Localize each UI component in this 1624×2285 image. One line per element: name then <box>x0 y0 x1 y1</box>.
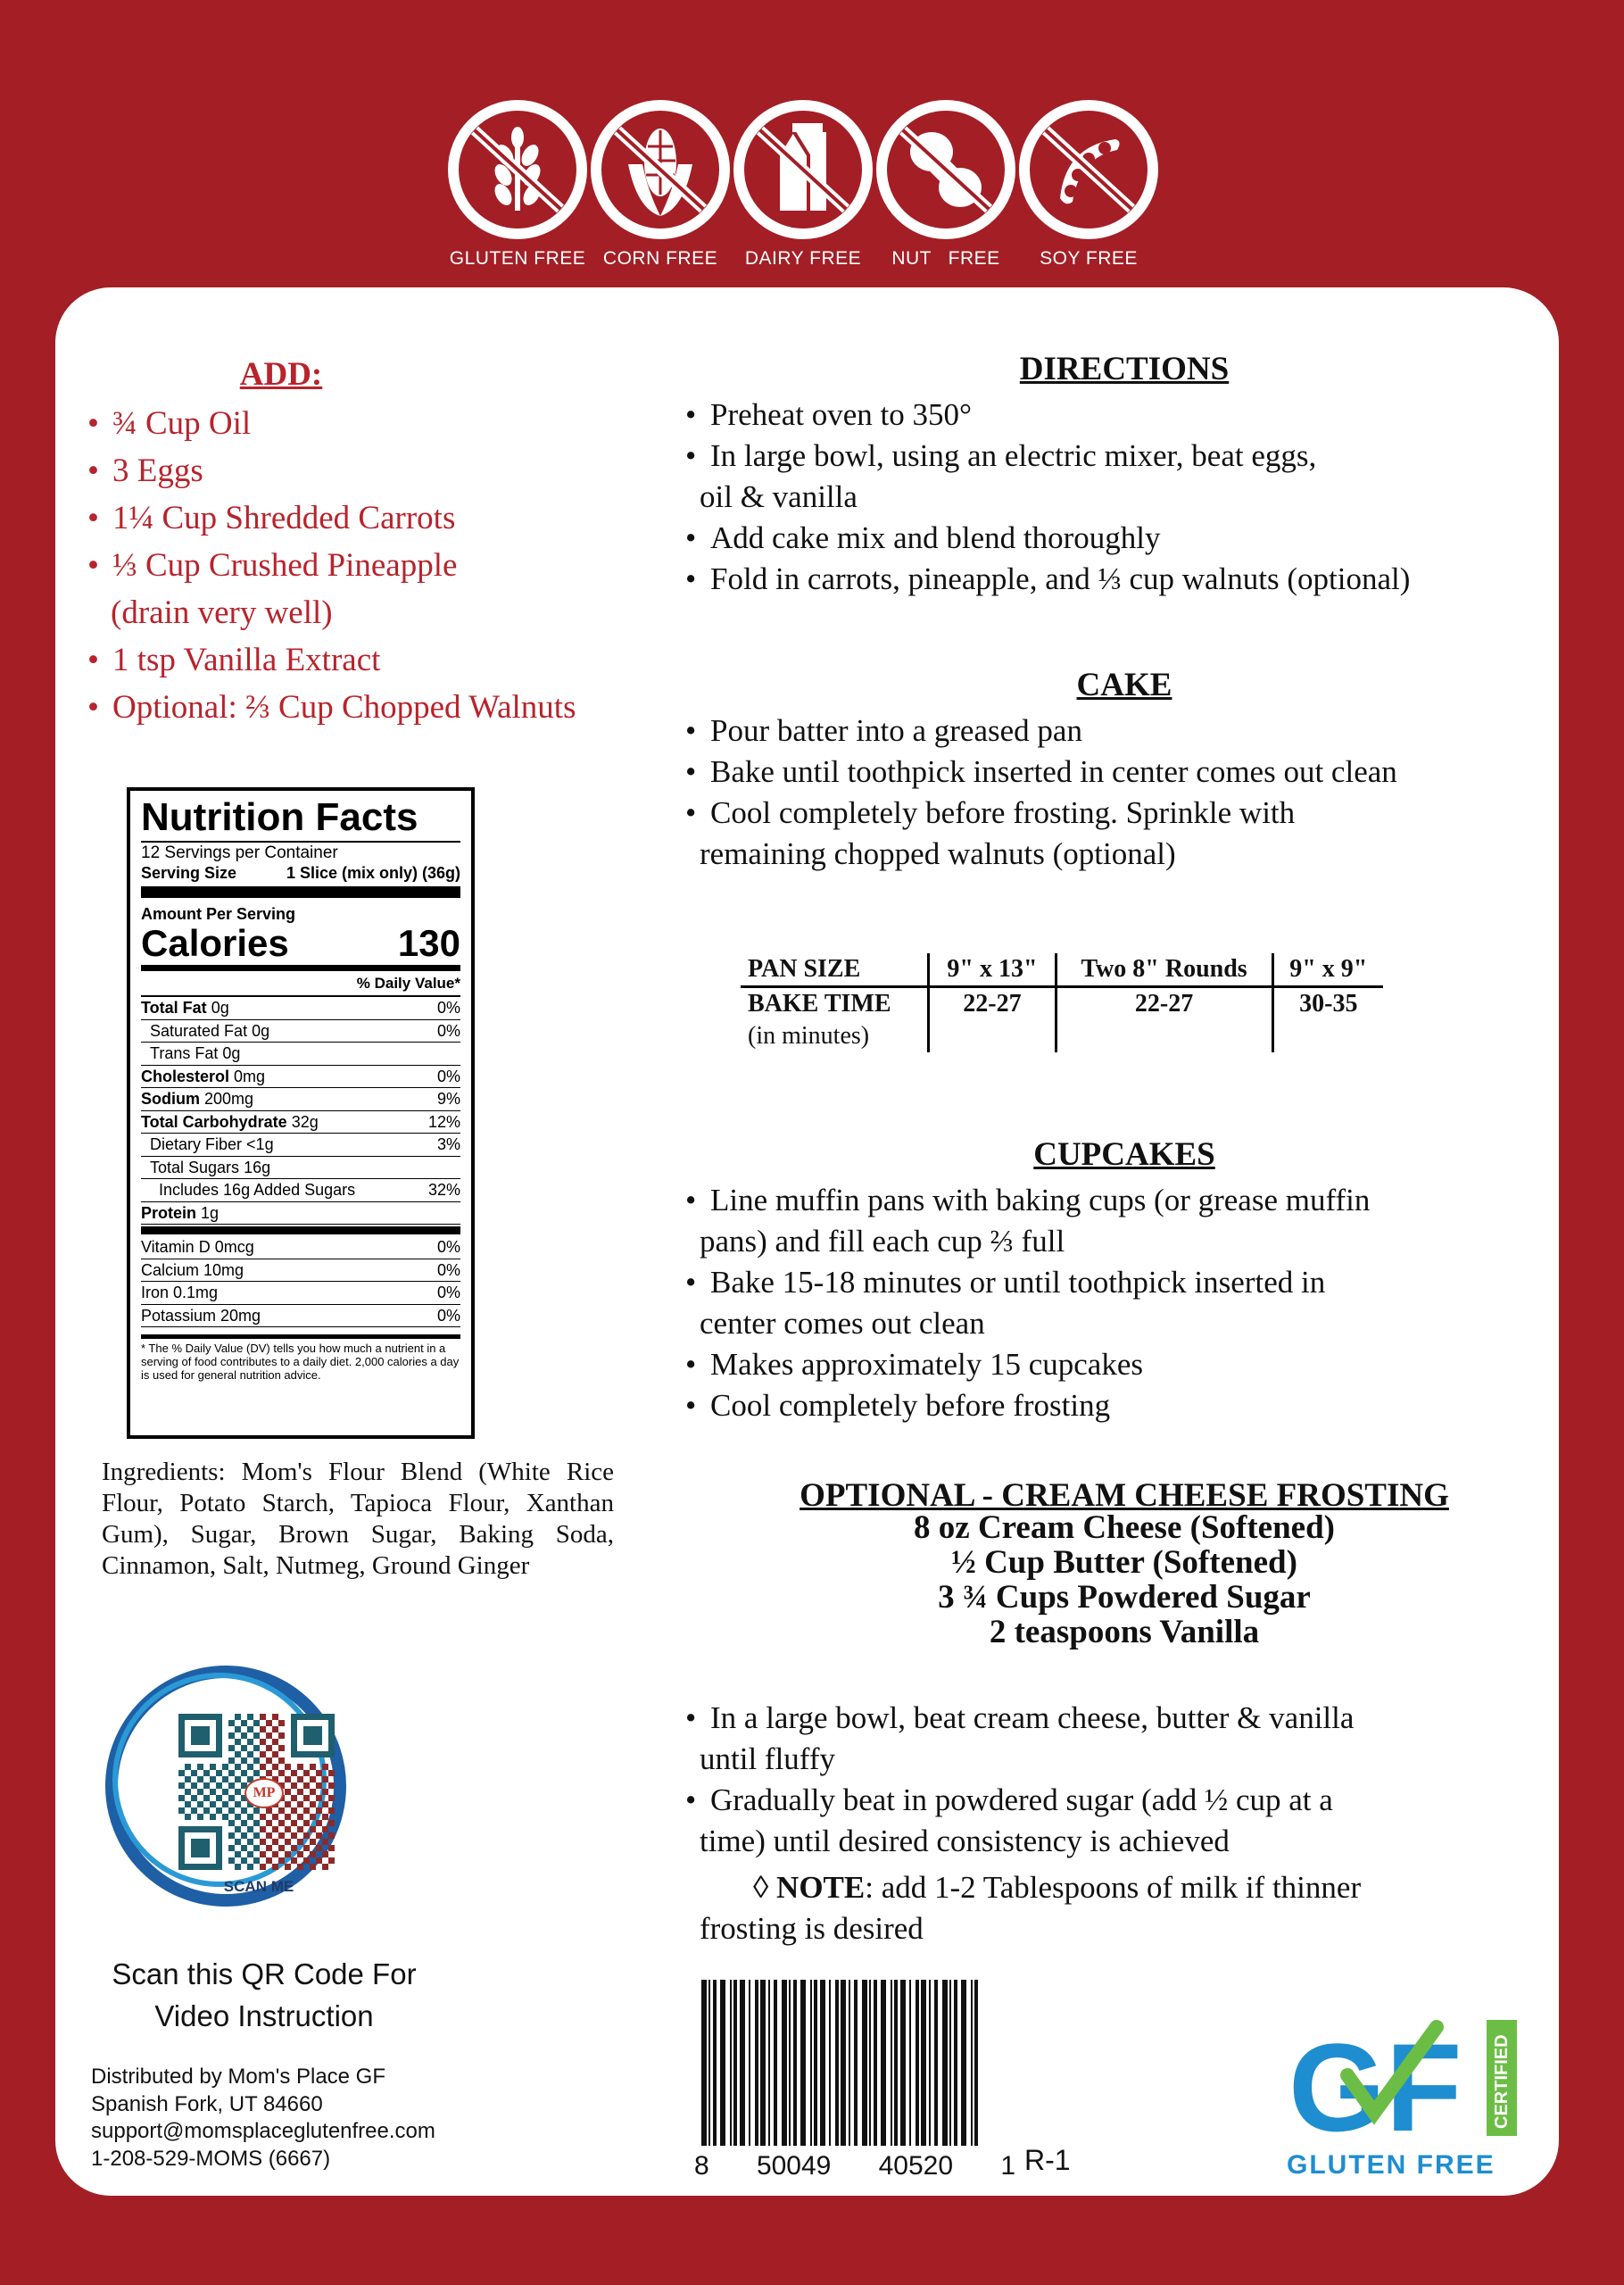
nutrient-row <box>141 997 460 1020</box>
serving-size-value: 1 Slice (mix only) (36g) <box>286 864 460 882</box>
vitamin-row: Vitamin D 0mcg 0% <box>141 1236 460 1259</box>
table-cell: 22-27 <box>1056 987 1272 1021</box>
list-item: • Optional: ⅔ Cup Chopped Walnuts <box>87 684 694 731</box>
frosting-ingredient: 8 oz Cream Cheese (Softened) <box>914 1509 1335 1546</box>
calories-value: 130 <box>397 922 460 964</box>
nutrition-facts-panel <box>127 787 475 1439</box>
list-item: • In large bowl, using an electric mixer, beat eggs, oil & vanilla <box>685 436 1578 518</box>
add-title: ADD: <box>239 356 323 393</box>
distributor-phone[interactable]: 1-208-529-MOMS (6667) <box>91 2146 331 2171</box>
pan-size-label: PAN SIZE <box>741 953 929 987</box>
serving-size <box>141 864 460 883</box>
bake-time-unit: (in minutes) <box>748 1022 870 1050</box>
nutrient-row <box>141 1179 460 1202</box>
bake-time-label: BAKE TIME <box>748 990 891 1018</box>
table-header: Two 8" Rounds <box>1056 953 1272 987</box>
milk-carton-icon <box>733 100 873 239</box>
list-item: • Add cake mix and blend thoroughly <box>685 518 1578 559</box>
nutrient-name: Total Sugars 16g <box>150 1158 271 1176</box>
svg-text:GF: GF <box>1288 2017 1462 2147</box>
list-item: (drain very well) <box>111 594 333 631</box>
nutrient-name: Includes 16g Added Sugars <box>159 1181 356 1199</box>
nutrient-name: Total Carbohydrate 32g <box>141 1112 319 1131</box>
list-item: • ⅓ Cup Crushed Pineapple <box>87 542 694 589</box>
nutrient-dv: 0% <box>436 999 460 1017</box>
directions-list <box>685 395 1578 600</box>
add-list <box>87 400 694 731</box>
qr-caption <box>86 1953 443 2037</box>
list-item: • Makes approximately 15 cupcakes <box>685 1344 1578 1385</box>
table-header: 9" x 13" <box>929 953 1056 987</box>
barcode <box>694 1980 989 2146</box>
daily-value-header: % Daily Value* <box>141 975 460 997</box>
nutrient-name: Saturated Fat 0g <box>150 1021 270 1040</box>
frosting-ingredients <box>678 1510 1570 1649</box>
list-item: • 1 tsp Vanilla Extract <box>87 636 694 684</box>
nutrient-row <box>141 1134 460 1157</box>
nutrient-row <box>141 1202 460 1226</box>
cupcakes-title: CUPCAKES <box>1033 1136 1215 1173</box>
svg-text:CERTIFIED: CERTIFIED <box>1492 2034 1512 2129</box>
free-from-row <box>444 100 1164 269</box>
vitamin-row: Calcium 10mg 0% <box>141 1259 460 1283</box>
nutrient-dv: 12% <box>427 1112 460 1131</box>
list-item: • In a large bowl, beat cream cheese, butter & vanilla until fluffy <box>685 1698 1578 1780</box>
serving-size-label: Serving Size <box>141 864 237 882</box>
nutrient-row <box>141 1020 460 1043</box>
nutrient-name: Sodium 200mg <box>141 1090 254 1108</box>
vitamin-row: Iron 0.1mg 0% <box>141 1282 460 1305</box>
nutrient-dv: 9% <box>436 1090 460 1108</box>
soybean-icon <box>1019 100 1158 239</box>
divider <box>141 1226 460 1234</box>
frosting-ingredient: ½ Cup Butter (Softened) <box>951 1544 1297 1581</box>
corn-icon <box>591 100 730 239</box>
gluten-free-badge <box>444 100 591 270</box>
peanut-icon <box>876 100 1015 239</box>
divider <box>141 965 460 971</box>
nutrient-row <box>141 1066 460 1089</box>
free-label: SOY FREE <box>1040 248 1138 269</box>
gluten-free-label: GLUTEN FREE <box>1287 2150 1496 2180</box>
frosting-ingredient: 2 teaspoons Vanilla <box>989 1614 1260 1650</box>
nutrient-name: Dietary Fiber <1g <box>150 1135 274 1153</box>
list-item: • 1¼ Cup Shredded Carrots <box>87 494 694 542</box>
amount-per-serving: Amount Per Serving <box>141 905 296 923</box>
frosting-note: ◊ NOTE: add 1-2 Tablespoons of milk if thinner frosting is desired <box>700 1870 1362 1946</box>
nutrient-row <box>141 1157 460 1180</box>
nutrient-name: Cholesterol 0mg <box>141 1067 266 1085</box>
cake-list <box>685 710 1578 875</box>
list-item: • Gradually beat in powdered sugar (add ½ cup at a time) until desired consistency is achieved <box>685 1780 1578 1862</box>
nutrient-rows <box>141 997 460 1225</box>
nutrient-row <box>141 1111 460 1134</box>
divider <box>141 886 460 898</box>
nutrient-row <box>141 1043 460 1066</box>
corn-free-badge <box>587 100 733 270</box>
distributor-line: Distributed by Mom's Place GF <box>91 2065 386 2089</box>
barcode-number: 8 50049 40520 1 <box>694 2151 1015 2181</box>
free-label: CORN FREE <box>602 248 718 269</box>
free-label: DAIRY FREE <box>744 248 862 269</box>
table-header: 9" x 9" <box>1272 953 1383 987</box>
list-item: • Fold in carrots, pineapple, and ⅓ cup walnuts (optional) <box>685 559 1578 600</box>
frosting-ingredient: 3 ¾ Cups Powdered Sugar <box>938 1579 1311 1616</box>
frosting-list <box>685 1698 1578 1862</box>
vitamin-row: Potassium 20mg 0% <box>141 1305 460 1328</box>
nutrient-row <box>141 1088 460 1111</box>
ingredients-text: Ingredients: Mom's Flour Blend (White Rice Flour, Potato Starch, Tapioca Flour, Xanthan Gum), Sugar, Brown Sugar, Baking Soda, Cinnamon, Salt, Nutmeg, Ground Ginger <box>102 1458 614 1580</box>
list-item: • Cool completely before frosting <box>685 1385 1578 1426</box>
table-cell: 30-35 <box>1272 987 1383 1021</box>
bake-time-table <box>741 953 1383 1052</box>
calories-row <box>141 924 460 963</box>
directions-title: DIRECTIONS <box>1019 351 1230 387</box>
free-label: NUT FREE <box>891 248 1000 269</box>
cupcakes-list <box>685 1180 1578 1426</box>
list-item: • Bake until toothpick inserted in center comes out clean <box>685 752 1578 793</box>
nutrient-dv: 0% <box>436 1067 460 1085</box>
nutrient-name: Total Fat 0g <box>141 999 229 1017</box>
mp-logo: MP <box>244 1778 284 1808</box>
nutrient-dv: 32% <box>427 1181 460 1199</box>
vitamin-rows <box>141 1236 460 1327</box>
distributor-email[interactable]: support@momsplaceglutenfree.com <box>91 2119 435 2143</box>
list-item: • Pour batter into a greased pan <box>685 710 1578 752</box>
frosting-title: OPTIONAL - CREAM CHEESE FROSTING <box>800 1477 1449 1514</box>
table-cell: 22-27 <box>929 987 1056 1021</box>
distributor-line: Spanish Fork, UT 84660 <box>91 2091 323 2116</box>
list-item: • ¾ Cup Oil <box>87 400 694 447</box>
qr-caption-line: Video Instruction <box>154 1999 374 2032</box>
scan-me-label: SCAN ME <box>223 1878 294 1895</box>
distributor-info <box>91 2064 555 2173</box>
cake-title: CAKE <box>1076 667 1172 703</box>
servings-per-container: 12 Servings per Container <box>141 843 338 862</box>
list-item: • Preheat oven to 350° <box>685 395 1578 436</box>
free-label: GLUTEN FREE <box>449 248 586 269</box>
nutrient-dv: 3% <box>436 1135 460 1153</box>
qr-caption-line: Scan this QR Code For <box>112 1957 417 1990</box>
nutrient-name: Trans Fat 0g <box>150 1044 241 1062</box>
list-item: • Cool completely before frosting. Sprinkle with remaining chopped walnuts (optional) <box>685 793 1578 875</box>
nutrition-title: Nutrition Facts <box>141 796 460 843</box>
dairy-free-badge <box>730 100 876 270</box>
calories-label: Calories <box>141 922 289 964</box>
wheat-icon <box>448 100 587 239</box>
revision-code: R-1 <box>1024 2144 1071 2176</box>
list-item: • Bake 15-18 minutes or until toothpick inserted in center comes out clean <box>685 1262 1578 1344</box>
soy-free-badge <box>1015 100 1162 270</box>
nutrient-dv: 0% <box>436 1021 460 1040</box>
nutrient-name: Protein 1g <box>141 1203 220 1222</box>
list-item: • 3 Eggs <box>87 447 694 494</box>
nutrition-footnote: * The % Daily Value (DV) tells you how much a nutrient in a serving of food contributes to a daily diet. 2,000 calories a day is used for general nutrition advice. <box>141 1334 460 1382</box>
nut-free-badge <box>873 100 1019 270</box>
list-item: • Line muffin pans with baking cups (or grease muffin pans) and fill each cup ⅔ full <box>685 1180 1578 1262</box>
